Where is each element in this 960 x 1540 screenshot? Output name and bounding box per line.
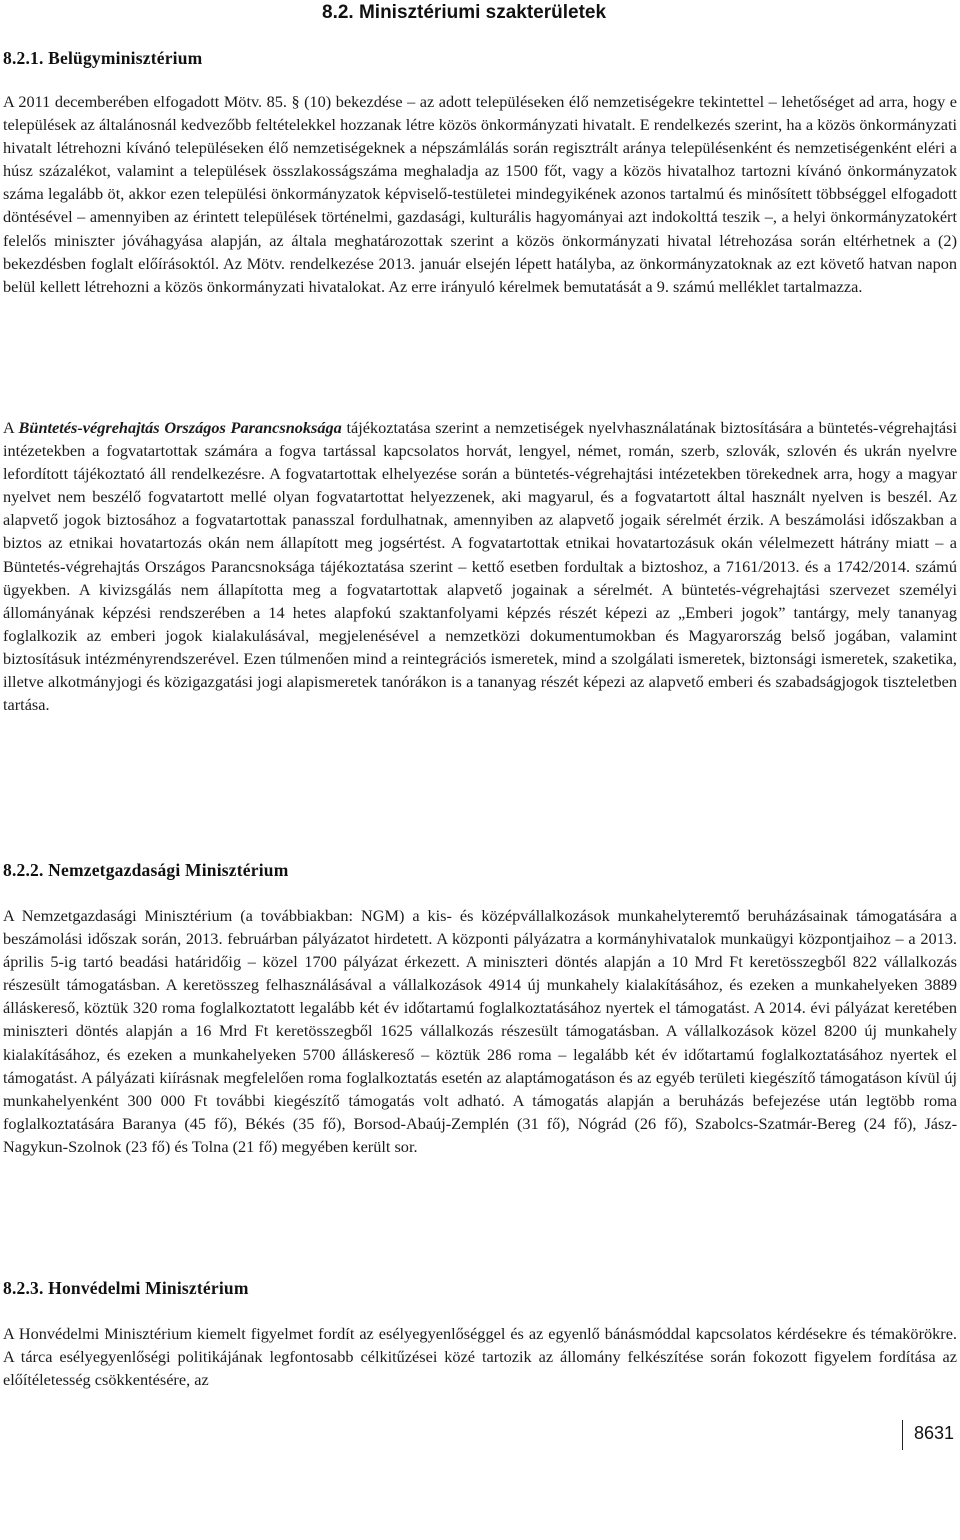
page-number: 8631 (914, 1423, 955, 1443)
paragraph-text: A 2011 decemberében elfogadott Mötv. 85. § (10) bekezdése – az adott településeken élő nemzetiségekre tekintettel – lehetőséget ad arra, hogy e települések az általánosnál kedvezőbb feltételekkel hozzanak létre közös önkormányzati hivatalt. E rendelkezés szerint, ha a közös önkormányzati hivatalt létrehozni kívánó településeken élő nemzetiségeknek a népszámlálás során regisztrált aránya településenként és nemzetiségenként eléri a húsz százalékot, valamint a települések összlakosságszáma meghaladja az 1500 főt, vagy a közös hivatalhoz tartozni kívánó önkormányzatok száma legalább öt, akkor ezen települési önkormányzatok képviselő-testületei mindegyikének azonos tartalmú és minősített többséggel elfogadott döntésével – amennyiben az érintett települések történelmi, gazdasági, kulturális hagyományai azt indokolttá teszik –, a helyi önkormányzatokért felelős miniszter jóváhagyása alapján, az általa meghatározottak szerint a közös önkormányzati hivatal létrehozása során eltérhetnek a (2) bekezdésben foglalt előírásoktól. Az Mötv. rendelkezése 2013. január elsején lépett hatályba, az önkormányzatoknak az ezt követő hatvan napon belül kellett létrehozni a közös önkormányzati hivatalokat. Az erre irányuló kérelmek bemutatását a 9. számú melléklet tartalmazza. (3, 92, 957, 296)
paragraph-text: A (3, 418, 19, 437)
paragraph-text: tájékoztatása szerint a nemzetiségek nyelvhasználatának biztosítására a büntetés-végrehajtási intézetekben a fogvatartottak számára a fogva tartással kapcsolatos horvát, lengyel, német, román, szerb, szlovák, szlovén és ukrán nyelvre lefordított tájékoztató áll rendelkezésre. A fogvatartottak elhelyezése során a büntetés-végrehajtási intézetekben törekednek arra, hogy a magyar nyelvet nem beszélő fogvatartott mellé olyan fogvatartottat helyezzenek, aki magyarul, és a fogvatartott által használt nyelven is beszél. Az alapvető jogok biztosához a fogvatartottak panasszal fordulhatnak, amennyiben az alapvető jogaik sérelmét érzik. A beszámolási időszakban a biztos az etnikai hovatartozás okán nem állapított meg jogsértést. A fogvatartottak etnikai hovatartozásuk okán vélelmezett hátrány miatt – a Büntetés-végrehajtás Országos Parancsnoksága tájékoztatása szerint – kettő esetben fordultak a biztoshoz, a 7161/2013. és a 1742/2014. számú ügyekben. A kivizsgálás nem állapította meg a fogvatartottak alapvető jogainak a sérelmét. A büntetés-végrehajtási szervezet személyi állományának képzési rendszerében a 14 hetes alapfokú szaktanfolyami képzés részét képezi az „Emberi jogok” tantárgy, mely tananyag foglalkozik az emberi jogok kialakulásával, megjelenésével a nemzetközi dokumentumokban és Magyarország belső jogában, valamint biztosításuk intézményrendszerével. Ezen túlmenően mind a reintegrációs ismeretek, mind a szolgálati ismeretek, biztonsági ismeretek, szaketika, illetve alkotmányjogi és közigazgatási jogi alapismeretek tanórákon is a tananyag részét képezi az alapvető emberi és szabadságjogok tiszteletben tartása. (3, 418, 957, 715)
chapter-title: 8.2. Minisztériumi szakterületek (322, 2, 607, 23)
paragraph-text: A Nemzetgazdasági Minisztérium (a továbbiakban: NGM) a kis- és középvállalkozások munkahelyteremtő beruházásainak támogatására a beszámolási időszak során, 2013. februárban pályázatot hirdetett. A központi pályázatra a kormányhivatalok munkaügyi központjaihoz – a 2013. április 5-ig tartó beadási határidőig – közel 1700 pályázat érkezett. A miniszteri döntés alapján a 10 Mrd Ft keretösszegből 822 vállalkozás részesült támogatásban. A keretösszeg felhasználásával a vállalkozások 4914 új munkahely kialakításához, és ezeken a munkahelyeken 3889 álláskereső, köztük 320 roma foglalkoztatott legalább két év időtartamú foglalkoztatásához nyertek el támogatást. A 2014. évi pályázat keretében miniszteri döntés alapján a 16 Mrd Ft keretösszegből 1625 vállalkozás részesült támogatásban. A vállalkozások közel 8200 új munkahely kialakításához, és ezeken a munkahelyeken 5700 álláskereső – köztük 286 roma – legalább két év időtartamú foglalkoztatásához nyertek el támogatást. A pályázati kiírásnak megfelelően roma foglalkoztatás esetén az alaptámogatáson és az egyéb területi kiegészítő támogatáson kívül új munkahelyenként 300 000 Ft további kiegészítő támogatás volt adható. A támogatás alapján a beruházás befejezése után legtöbb roma foglalkoztatására Baranya (45 fő), Békés (35 fő), Borsod-Abaúj-Zemplén (31 fő), Nógrád (26 fő), Szabolcs-Szatmár-Bereg (24 fő), Jász-Nagykun-Szolnok (23 fő) és Tolna (21 fő) megyében került sor. (3, 906, 957, 1156)
emphasized-organization-name: Büntetés-végrehajtás Országos Parancsnoksága (18, 418, 342, 437)
paragraph-belugy-2 (3, 416, 957, 716)
section-title-nemzetgazdasagi: 8.2.2. Nemzetgazdasági Minisztérium (3, 860, 289, 880)
paragraph-text: A Honvédelmi Minisztérium kiemelt figyelmet fordít az esélyegyenlőséggel és az egyenlő bánásmóddal kapcsolatos kérdésekre és témakörökre. A tárca esélyegyenlőségi politikájának legfontosabb célkitűzései közé tartozik az állomány felkészítése során fokozott figyelem fordítása az előítéletesség csökkentésére, az (3, 1324, 957, 1390)
paragraph-belugy-1 (3, 90, 957, 298)
section-title-belugy: 8.2.1. Belügyminisztérium (3, 48, 203, 68)
paragraph-honvedelmi-1 (3, 1322, 957, 1391)
paragraph-nemzetgazdasagi-1 (3, 904, 957, 1158)
section-title-honvedelmi: 8.2.3. Honvédelmi Minisztérium (3, 1278, 249, 1298)
